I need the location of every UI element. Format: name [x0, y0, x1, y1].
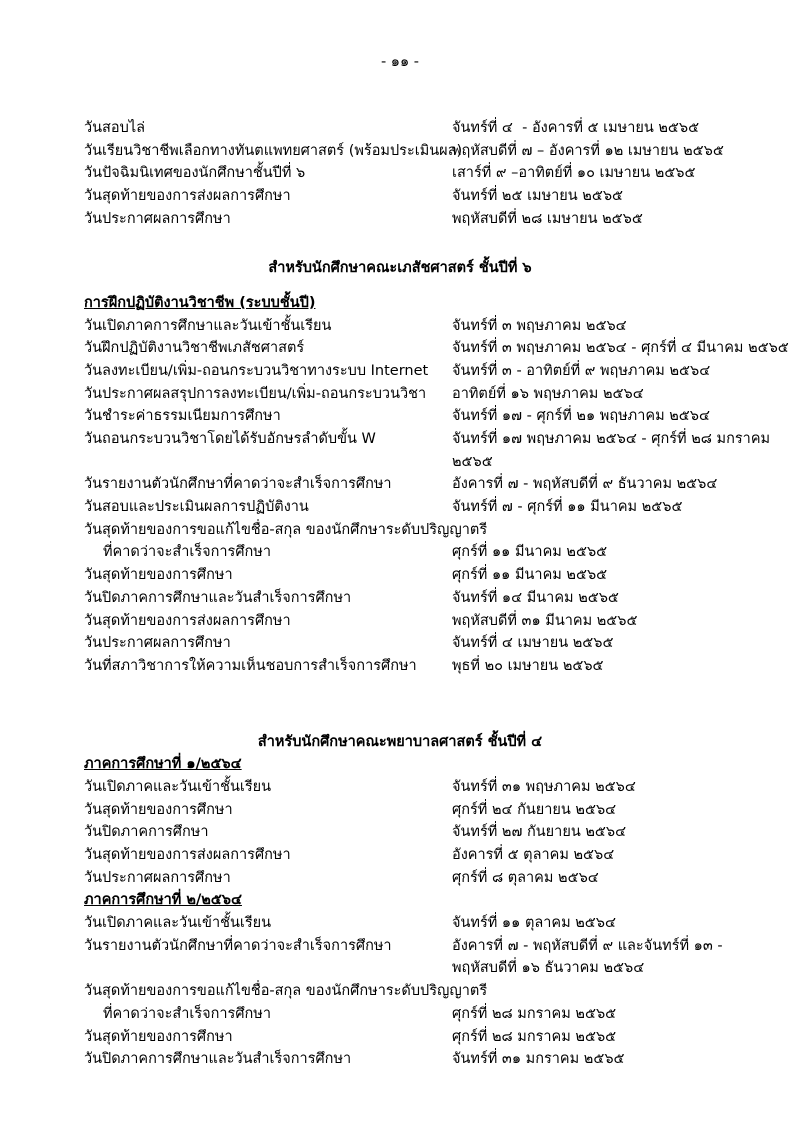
row-value: จันทร์ที่ ๓ พฤษภาคม ๒๕๖๔ [452, 317, 627, 334]
row-line [0, 451, 800, 474]
row-value: ศุกร์ที่ ๘ ตุลาคม ๒๕๖๔ [452, 869, 599, 886]
schedule-row [0, 315, 800, 338]
row-label: วันสอบและประเมินผลการปฏิบัติงาน [84, 499, 309, 516]
row-value: จันทร์ที่ ๓ พฤษภาคม ๒๕๖๔ - ศุกร์ที่ ๔ มีนาคม ๒๕๖๕ [452, 340, 789, 357]
pharmacy-subheading: การฝึกปฏิบัติงานวิชาชีพ (ระบบชั้นปี) [84, 294, 316, 311]
row-value: พุธที่ ๒๐ เมษายน ๒๕๖๕ [452, 657, 604, 674]
label-spacer [84, 957, 452, 980]
schedule-row [0, 185, 800, 208]
row-value: จันทร์ที่ ๗ - ศุกร์ที่ ๑๑ มีนาคม ๒๕๖๕ [452, 499, 683, 516]
row-label: วันเปิดภาคการศึกษาและวันเข้าชั้นเรียน [84, 317, 332, 334]
row-label: วันที่สภาวิชาการให้ความเห็นชอบการสำเร็จการศึกษา [84, 657, 417, 674]
nursing-semester-2-schedule [0, 912, 800, 1071]
row-label: วันสอบไล่ [84, 120, 145, 136]
row-label: วันเปิดภาคและวันเข้าชั้นเรียน [84, 915, 272, 932]
row-line [0, 935, 800, 958]
row-value: จันทร์ที่ ๑๔ มีนาคม ๒๕๖๕ [452, 589, 619, 606]
row-line [0, 1003, 800, 1026]
row-value: จันทร์ที่ ๒๕ เมษายน ๒๕๖๕ [452, 188, 624, 205]
row-value: เสาร์ที่ ๙ –อาทิตย์ที่ ๑๐ เมษายน ๒๕๖๕ [452, 165, 696, 182]
schedule-row [0, 610, 800, 633]
row-label: วันเปิดภาคและวันเข้าชั้นเรียน [84, 778, 272, 795]
schedule-row [0, 587, 800, 610]
row-label: วันปิดภาคการศึกษาและวันสำเร็จการศึกษา [84, 1051, 352, 1068]
row-label: วันสุดท้ายของการส่งผลการศึกษา [84, 612, 291, 629]
row-line [0, 957, 800, 980]
label-spacer [84, 451, 452, 474]
row-label: วันปัจฉิมนิเทศของนักศึกษาชั้นปีที่ ๖ [84, 165, 306, 182]
row-label: วันประกาศผลการศึกษา [84, 635, 231, 652]
row-value: อังคารที่ ๗ - พฤหัสบดีที่ ๙ ธันวาคม ๒๕๖๔ [452, 476, 718, 493]
schedule-row [0, 383, 800, 406]
row-value: ศุกร์ที่ ๒๘ มกราคม ๒๕๖๕ [452, 1028, 617, 1045]
pharmacy-schedule [0, 315, 800, 678]
document-body [0, 117, 800, 1071]
row-label: วันประกาศผลการศึกษา [84, 869, 231, 886]
row-value: จันทร์ที่ ๑๗ พฤษภาคม ๒๕๖๔ - ศุกร์ที่ ๒๘ มกราคม [452, 431, 771, 448]
row-label-continued: ที่คาดว่าจะสำเร็จการศึกษา [103, 544, 272, 561]
schedule-row [0, 867, 800, 890]
schedule-row [0, 821, 800, 844]
schedule-row [0, 564, 800, 587]
semester-title: ภาคการศึกษาที่ ๒/๒๕๖๔ [84, 892, 242, 909]
row-label: วันฝึกปฏิบัติงานวิชาชีพเภสัชศาสตร์ [84, 340, 305, 357]
schedule-row [0, 117, 800, 140]
row-value: พฤหัสบดีที่ ๒๘ เมษายน ๒๕๖๕ [452, 210, 643, 227]
schedule-row [0, 208, 800, 231]
nursing-heading: สำหรับนักศึกษาคณะพยาบาลศาสตร์ ชั้นปีที่ ๔ [257, 733, 543, 750]
schedule-row [0, 799, 800, 822]
row-value: อาทิตย์ที่ ๑๖ พฤษภาคม ๒๕๖๔ [452, 385, 644, 402]
row-value: พฤหัสบดีที่ ๗ – อังคารที่ ๑๒ เมษายน ๒๕๖๕ [452, 142, 724, 159]
row-value: จันทร์ที่ ๓ - อาทิตย์ที่ ๙ พฤษภาคม ๒๕๖๔ [452, 362, 711, 379]
schedule-row [0, 428, 800, 473]
row-label: วันรายงานตัวนักศึกษาที่คาดว่าจะสำเร็จการศึกษา [84, 476, 392, 493]
schedule-row [0, 655, 800, 678]
row-value: จันทร์ที่ ๒๗ กันยายน ๒๕๖๔ [452, 824, 627, 841]
row-label: วันสุดท้ายของการศึกษา [84, 567, 233, 584]
schedule-row [0, 519, 800, 564]
page-number: - ๑๑ - [380, 54, 420, 70]
schedule-row [0, 360, 800, 383]
row-label: วันประกาศผลสรุปการลงทะเบียน/เพิ่ม-ถอนกระบวนวิชา [84, 385, 427, 402]
semester-title: ภาคการศึกษาที่ ๑/๒๕๖๔ [84, 756, 242, 773]
row-label: วันรายงานตัวนักศึกษาที่คาดว่าจะสำเร็จการศึกษา [84, 937, 392, 954]
schedule-row [0, 776, 800, 799]
row-value: จันทร์ที่ ๑๗ - ศุกร์ที่ ๒๑ พฤษภาคม ๒๕๖๔ [452, 408, 710, 425]
row-value: จันทร์ที่ ๑๑ ตุลาคม ๒๕๖๔ [452, 915, 616, 932]
row-label-continued: ที่คาดว่าจะสำเร็จการศึกษา [103, 1005, 272, 1022]
schedule-row [0, 980, 800, 1025]
row-value: ศุกร์ที่ ๒๔ กันยายน ๒๕๖๔ [452, 801, 617, 818]
schedule-row [0, 844, 800, 867]
row-value: พฤหัสบดีที่ ๓๑ มีนาคม ๒๕๖๕ [452, 612, 638, 629]
row-label: วันปิดภาคการศึกษา [84, 824, 209, 841]
row-label: วันสุดท้ายของการศึกษา [84, 801, 233, 818]
row-value: ศุกร์ที่ ๑๑ มีนาคม ๒๕๖๕ [452, 567, 608, 584]
row-label: วันสุดท้ายของการส่งผลการศึกษา [84, 188, 291, 205]
schedule-row [0, 496, 800, 519]
schedule-row [0, 140, 800, 163]
row-label: วันสุดท้ายของการขอแก้ไขชื่อ-สกุล ของนักศึกษาระดับปริญญาตรี [84, 521, 488, 538]
schedule-row [0, 1048, 800, 1071]
row-label: วันปิดภาคการศึกษาและวันสำเร็จการศึกษา [84, 589, 352, 606]
schedule-row [0, 405, 800, 428]
pharmacy-heading: สำหรับนักศึกษาคณะเภสัชศาสตร์ ชั้นปีที่ ๖ [268, 259, 532, 276]
row-value: จันทร์ที่ ๔ เมษายน ๒๕๖๕ [452, 635, 614, 652]
row-label: วันชำระค่าธรรมเนียมการศึกษา [84, 408, 281, 425]
row-value: อังคารที่ ๗ - พฤหัสบดีที่ ๙ และจันทร์ที่ ๑๓ - [452, 937, 723, 954]
dentistry-schedule [0, 117, 800, 230]
schedule-row [0, 1026, 800, 1049]
row-line [0, 980, 800, 1003]
row-line [0, 541, 800, 564]
row-label: วันลงทะเบียน/เพิ่ม-ถอนกระบวนวิชาทางระบบ Internet [84, 362, 429, 379]
row-line [0, 519, 800, 542]
schedule-row [0, 935, 800, 980]
row-value: ศุกร์ที่ ๒๘ มกราคม ๒๕๖๕ [452, 1005, 617, 1022]
row-label: วันถอนกระบวนวิชาโดยได้รับอักษรลำดับขั้น W [84, 431, 376, 448]
row-value: จันทร์ที่ ๓๑ มกราคม ๒๕๖๕ [452, 1051, 625, 1068]
nursing-semester-1-schedule [0, 776, 800, 889]
row-value-continued: ๒๕๖๕ [452, 453, 493, 470]
schedule-row [0, 912, 800, 935]
row-label: วันสุดท้ายของการขอแก้ไขชื่อ-สกุล ของนักศึกษาระดับปริญญาตรี [84, 983, 488, 1000]
row-value: ศุกร์ที่ ๑๑ มีนาคม ๒๕๖๕ [452, 544, 608, 561]
schedule-row [0, 337, 800, 360]
row-line [0, 428, 800, 451]
row-value: อังคารที่ ๕ ตุลาคม ๒๕๖๔ [452, 847, 615, 864]
schedule-row [0, 632, 800, 655]
row-value: จันทร์ที่ ๔ - อังคารที่ ๕ เมษายน ๒๕๖๕ [452, 120, 700, 136]
schedule-row [0, 473, 800, 496]
row-label: วันสุดท้ายของการส่งผลการศึกษา [84, 847, 291, 864]
row-label: วันประกาศผลการศึกษา [84, 210, 231, 227]
schedule-row [0, 162, 800, 185]
row-value: จันทร์ที่ ๓๑ พฤษภาคม ๒๕๖๔ [452, 778, 636, 795]
row-value-continued: พฤหัสบดีที่ ๑๖ ธันวาคม ๒๕๖๔ [452, 960, 645, 977]
row-label: วันเรียนวิชาชีพเลือกทางทันตแพทยศาสตร์ (พร้อมประเมินผล) [84, 142, 463, 159]
row-label: วันสุดท้ายของการศึกษา [84, 1028, 233, 1045]
